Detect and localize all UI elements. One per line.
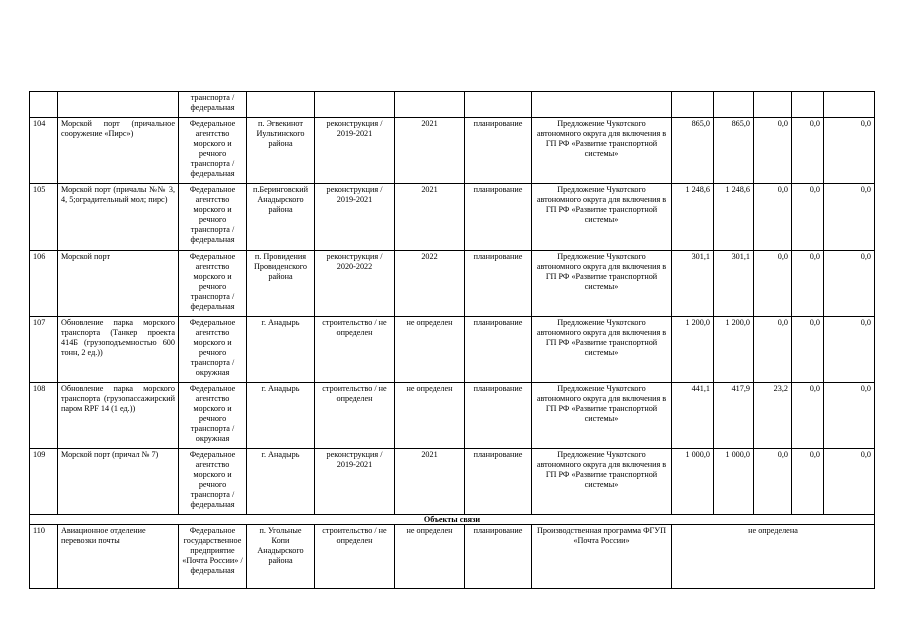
source-cell: Предложение Чукотского автономного округа для включения в ГП РФ «Развитие транспортной системы»	[532, 118, 672, 184]
value-other-cell: 0,0	[824, 251, 875, 317]
value-federal-cell: 865,0	[714, 118, 754, 184]
value-other-cell: 0,0	[824, 317, 875, 383]
table-row	[30, 449, 875, 515]
value-federal-cell: 1 000,0	[714, 449, 754, 515]
organization-cell: Федеральное агентство морского и речного транспорта / федеральная	[179, 184, 247, 251]
value-local-cell: 0,0	[792, 118, 824, 184]
value-local-cell: 0,0	[792, 251, 824, 317]
work-type-cell: реконструкция / 2019-2021	[315, 184, 395, 251]
stage-cell: планирование	[465, 251, 532, 317]
year-cell: не определен	[395, 525, 465, 589]
table-row	[30, 118, 875, 184]
year-cell: 2021	[395, 118, 465, 184]
source-cell: Предложение Чукотского автономного округа для включения в ГП РФ «Развитие транспортной системы»	[532, 184, 672, 251]
location-cell: п. Провидения Провиденского района	[247, 251, 315, 317]
organization-cell: Федеральное агентство морского и речного транспорта / федеральная	[179, 449, 247, 515]
table-row	[30, 317, 875, 383]
objects-table	[29, 91, 875, 589]
value-total-cell: 1 200,0	[672, 317, 714, 383]
row-number: 105	[30, 184, 58, 251]
section-title: Объекты связи	[30, 515, 875, 525]
location-cell: г. Анадырь	[247, 449, 315, 515]
work-type-cell: реконструкция / 2019-2021	[315, 118, 395, 184]
source-cell: Предложение Чукотского автономного округа для включения в ГП РФ «Развитие транспортной системы»	[532, 317, 672, 383]
value-local-cell: 0,0	[792, 317, 824, 383]
object-name: Авиационное отделение перевозки почты	[58, 525, 179, 589]
year-cell: 2022	[395, 251, 465, 317]
location-cell: п. Эгвекинот Иультинского района	[247, 118, 315, 184]
source-cell: Предложение Чукотского автономного округа для включения в ГП РФ «Развитие транспортной системы»	[532, 251, 672, 317]
stage-cell: планирование	[465, 449, 532, 515]
table-row	[30, 251, 875, 317]
row-number: 108	[30, 383, 58, 449]
work-type-cell: реконструкция / 2020-2022	[315, 251, 395, 317]
source-cell: Производственная программа ФГУП «Почта России»	[532, 525, 672, 589]
year-cell: не определен	[395, 317, 465, 383]
value-federal-cell: 417,9	[714, 383, 754, 449]
organization-cell: Федеральное агентство морского и речного транспорта / окружная	[179, 383, 247, 449]
value-regional-cell: 0,0	[754, 118, 792, 184]
work-type-cell: строительство / не определен	[315, 525, 395, 589]
object-name: Морской порт (причальное сооружение «Пирс»)	[58, 118, 179, 184]
object-name: Морской порт (причал № 7)	[58, 449, 179, 515]
object-name: Обновление парка морского транспорта (Танкер проекта 414Б (грузоподъемностью 600 тонн, 2 ед.))	[58, 317, 179, 383]
row-number: 104	[30, 118, 58, 184]
funding-cell: не определена	[672, 525, 875, 589]
table-body	[30, 118, 875, 515]
value-regional-cell: 0,0	[754, 251, 792, 317]
work-type-cell: строительство / не определен	[315, 317, 395, 383]
stage-cell: планирование	[465, 383, 532, 449]
location-cell: г. Анадырь	[247, 317, 315, 383]
value-other-cell: 0,0	[824, 449, 875, 515]
row-number: 109	[30, 449, 58, 515]
table-row	[30, 92, 875, 118]
value-regional-cell: 0,0	[754, 317, 792, 383]
organization-cell: Федеральное агентство морского и речного транспорта / окружная	[179, 317, 247, 383]
value-federal-cell: 301,1	[714, 251, 754, 317]
year-cell: 2021	[395, 449, 465, 515]
value-regional-cell: 0,0	[754, 449, 792, 515]
value-regional-cell: 23,2	[754, 383, 792, 449]
value-other-cell: 0,0	[824, 383, 875, 449]
source-cell: Предложение Чукотского автономного округа для включения в ГП РФ «Развитие транспортной системы»	[532, 449, 672, 515]
table-row	[30, 525, 875, 589]
value-total-cell: 865,0	[672, 118, 714, 184]
year-cell: не определен	[395, 383, 465, 449]
object-name: Обновление парка морского транспорта (грузопассажирский паром RPF 14 (1 ед.))	[58, 383, 179, 449]
stage-cell: планирование	[465, 317, 532, 383]
section-header-row	[30, 515, 875, 525]
organization-cell: транспорта / федеральная	[179, 92, 247, 118]
table-row	[30, 184, 875, 251]
year-cell: 2021	[395, 184, 465, 251]
stage-cell: планирование	[465, 525, 532, 589]
work-type-cell: реконструкция / 2019-2021	[315, 449, 395, 515]
row-number: 107	[30, 317, 58, 383]
organization-cell: Федеральное агентство морского и речного транспорта / федеральная	[179, 251, 247, 317]
value-other-cell: 0,0	[824, 118, 875, 184]
table-row	[30, 383, 875, 449]
value-federal-cell: 1 200,0	[714, 317, 754, 383]
value-total-cell: 1 000,0	[672, 449, 714, 515]
work-type-cell: строительство / не определен	[315, 383, 395, 449]
stage-cell: планирование	[465, 184, 532, 251]
location-cell: п. Угольные Копи Анадырского района	[247, 525, 315, 589]
row-number: 110	[30, 525, 58, 589]
organization-cell: Федеральное агентство морского и речного транспорта / федеральная	[179, 118, 247, 184]
row-number: 106	[30, 251, 58, 317]
object-name: Морской порт	[58, 251, 179, 317]
organization-cell: Федеральное государственное предприятие «Почта России» / федеральная	[179, 525, 247, 589]
location-cell: г. Анадырь	[247, 383, 315, 449]
value-total-cell: 441,1	[672, 383, 714, 449]
value-federal-cell: 1 248,6	[714, 184, 754, 251]
stage-cell: планирование	[465, 118, 532, 184]
value-local-cell: 0,0	[792, 449, 824, 515]
value-regional-cell: 0,0	[754, 184, 792, 251]
value-local-cell: 0,0	[792, 184, 824, 251]
object-name: Морской порт (причалы №№ 3, 4, 5;оградительный мол; пирс)	[58, 184, 179, 251]
value-total-cell: 301,1	[672, 251, 714, 317]
source-cell: Предложение Чукотского автономного округа для включения в ГП РФ «Развитие транспортной системы»	[532, 383, 672, 449]
location-cell: п.Беринговский Анадырского района	[247, 184, 315, 251]
value-total-cell: 1 248,6	[672, 184, 714, 251]
value-other-cell: 0,0	[824, 184, 875, 251]
value-local-cell: 0,0	[792, 383, 824, 449]
